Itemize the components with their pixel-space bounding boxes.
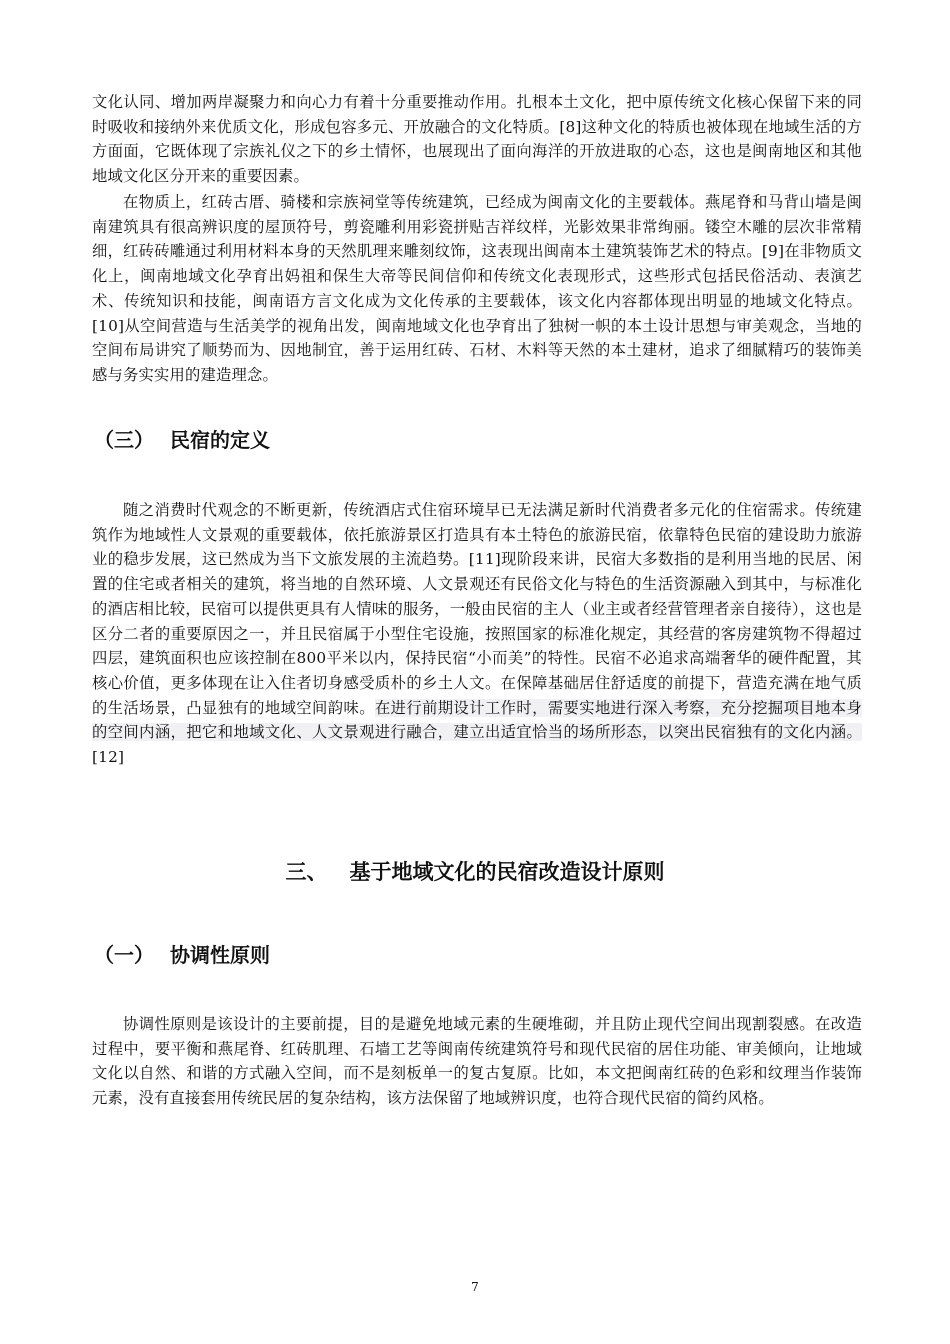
chapter-heading [0,856,950,886]
citation-ref: [12] [92,748,125,767]
section-heading-number: （一） [94,943,154,967]
chapter-heading-title: 基于地域文化的民宿改造设计原则 [349,860,665,884]
highlighted-text: 在进行前期设计工作时，需要实地进行深入考察，充分挖掘项目地本身的空间内涵，把它和地域文化、人文景观进行融合，建立出适宜恰当的场所形态，以突出民宿独有的文化内涵。 [92,698,862,742]
paragraph-homestay-main-text: 随之消费时代观念的不断更新，传统酒店式住宿环境早已无法满足新时代消费者多元化的住宿需求。传统建筑作为地域性人文景观的重要载体，依托旅游景区打造具有本土特色的旅游民宿，依靠特色民宿的建设助力旅游业的稳步发展，这已然成为当下文旅发展的主流趋势。[11]现阶段来讲，民宿大多数指的是利用当地的民居、闲置的住宅或者相关的建筑，将当地的自然环境、人文景观还有民俗文化与特色的生活资源融入到其中，与标准化的酒店相比较，民宿可以提供更具有人情味的服务，一般由民宿的主人（业主或者经营管理者亲自接待），这也是区分二者的重要原因之一，并且民宿属于小型住宅设施，按照国家的标准化规定，其经营的客房建筑物不得超过四层，建筑面积也应该控制在800平米以内，保持民宿“小而美”的特性。民宿不必追求高端奢华的硬件配置，其核心价值，更多体现在让入住者切身感受质朴的乡土人文。在保障基础居住舒适度的前提下，营造充满在地气质的生活场景，凸显独有的地域空间韵味。 [92,501,862,717]
paragraph-coordination-principle: 协调性原则是该设计的主要前提，目的是避免地域元素的生硬堆砌，并且防止现代空间出现割裂感。在改造过程中，要平衡和燕尾脊、红砖肌理、石墙工艺等闽南传统建筑符号和现代民宿的居住功能、审美倾向，让地域文化以自然、和谐的方式融入空间，而不是刻板单一的复古复原。比如，本文把闽南红砖的色彩和纹理当作装饰元素，没有直接套用传统民居的复杂结构，该方法保留了地域辨识度，也符合现代民宿的简约风格。 [92,1015,862,1108]
paragraph-homestay-definition [92,498,862,770]
section-heading-title: 协调性原则 [170,943,270,967]
paragraph-material-culture: 在物质上，红砖古厝、骑楼和宗族祠堂等传统建筑，已经成为闽南文化的主要载体。燕尾脊和马背山墙是闽南建筑具有很高辨识度的屋顶符号，剪瓷雕利用彩瓷拼贴吉祥纹样，光影效果非常绚丽。镂空木雕的层次非常精细，红砖砖雕通过利用材料本身的天然肌理来雕刻纹饰，这表现出闽南本土建筑装饰艺术的特点。[9]在非物质文化上，闽南地域文化孕育出妈祖和保生大帝等民间信仰和传统文化表现形式，这些形式包括民俗活动、表演艺术、传统知识和技能，闽南语方言文化成为文化传承的主要载体，该文化内容都体现出明显的地域文化特点。[10]从空间营造与生活美学的视角出发，闽南地域文化也孕育出了独树一帜的本土设计思想与审美观念，当地的空间布局讲究了顺势而为、因地制宜，善于运用红砖、石材、木料等天然的本土建材，追求了细腻精巧的装饰美感与务实实用的建造理念。 [92,193,862,384]
paragraph-culture-identity: 文化认同、增加两岸凝聚力和向心力有着十分重要推动作用。扎根本土文化，把中原传统文化核心保留下来的同时吸收和接纳外来优质文化，形成包容多元、开放融合的文化特质。[8]这种文化的特质也被体现在地域生活的方方面面，它既体现了宗族礼仪之下的乡土情怀，也展现出了面向海洋的开放进取的心态，这也是闽南地区和其他地域文化区分开来的重要因素。 [92,93,862,186]
section-heading-homestay-definition [94,424,270,453]
section-heading-coordination-principle [94,939,270,968]
chapter-heading-number: 三、 [285,860,328,884]
page-number: 7 [471,1280,479,1294]
section-heading-title: 民宿的定义 [170,428,270,452]
section-heading-number: （三） [94,428,154,452]
